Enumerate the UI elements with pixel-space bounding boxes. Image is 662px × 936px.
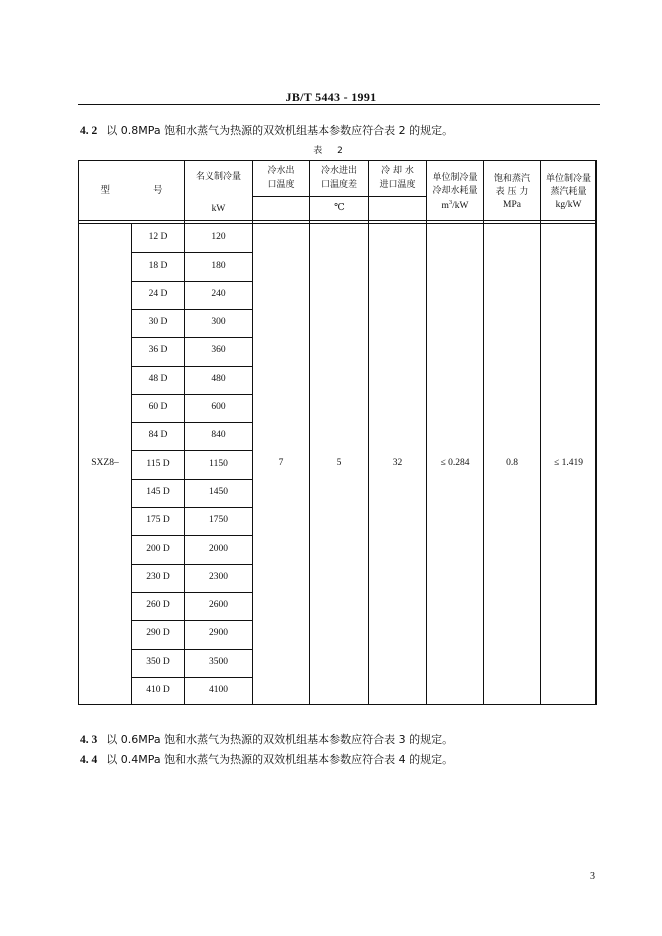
header-unit: kg/kW [555, 199, 582, 210]
page-number: 3 [590, 871, 595, 882]
header-type [79, 161, 184, 220]
clause-number: 4. 3 [80, 734, 98, 746]
header-line: 冷 却 水 [381, 166, 414, 177]
table-row-capacity: 2900 [209, 628, 228, 639]
clause-text: 以 0.6MPa 饱和水蒸气为热源的双效机组基本参数应符合表 3 的规定。 [106, 733, 454, 746]
value-steam-pressure: 0.8 [506, 458, 518, 469]
table-row-capacity: 480 [211, 373, 226, 384]
table-row-capacity: 2300 [209, 571, 228, 582]
standard-header: JB/T 5443 - 1991 [285, 90, 377, 104]
table-row-capacity: 2000 [209, 543, 228, 554]
clause-number: 4. 4 [80, 754, 98, 766]
table-row-model: 145 D [146, 486, 170, 497]
header-line: 进口温度 [379, 179, 416, 190]
table-title: 表 2 [313, 146, 349, 156]
value-steam-consumption: ≤ 1.419 [554, 458, 583, 469]
header-chilled-temp-diff [310, 161, 368, 196]
table-row-model: 36 D [148, 345, 168, 356]
header-line: 单位制冷量 [432, 172, 478, 183]
clause-text: 以 0.8MPa 饱和水蒸气为热源的双效机组基本参数应符合表 2 的规定。 [106, 124, 454, 137]
table-row-capacity: 4100 [209, 685, 228, 696]
unit-superscript: 3 [448, 198, 453, 206]
table-row-model: 24 D [148, 288, 168, 299]
table-row-model: 48 D [148, 373, 168, 384]
header-cooling-consumption [427, 161, 483, 220]
header-line: 冷却水耗量 [432, 185, 478, 196]
table-row-capacity: 1450 [209, 486, 228, 497]
table-row-model: 84 D [148, 430, 168, 441]
table-row-model: 230 D [146, 571, 170, 582]
table-row-model: 290 D [146, 628, 170, 639]
header-capacity-label: 名义制冷量 [195, 172, 241, 182]
table-row-model: 115 D [146, 458, 170, 469]
header-temp-unit: ℃ [334, 202, 345, 213]
table-row-model: 410 D [146, 685, 170, 696]
clause-number: 4. 2 [80, 125, 98, 137]
table-row-capacity: 360 [211, 345, 226, 356]
header-type-label: 型 号 [100, 184, 183, 196]
header-line: 饱和蒸汽 [493, 173, 530, 184]
table-row-model: 12 D [148, 232, 168, 243]
table-row-capacity: 2600 [209, 600, 228, 611]
table-row-model: 200 D [146, 543, 170, 554]
table-row-capacity: 840 [211, 430, 226, 441]
clause-4-3 [80, 731, 453, 747]
header-unit [442, 198, 469, 214]
table-row-capacity: 300 [211, 317, 226, 328]
table-row-capacity: 240 [211, 288, 226, 299]
unit-base: m [441, 200, 449, 211]
table-row-capacity: 180 [211, 260, 226, 271]
table-row-capacity: 1150 [209, 458, 228, 469]
value-cooling-in-temp: 32 [392, 458, 403, 469]
header-line: 表 压 力 [495, 186, 529, 197]
header-rule [78, 104, 600, 105]
clause-4-4 [80, 751, 453, 767]
table-row-model: 18 D [148, 260, 168, 271]
header-line: 蒸汽耗量 [550, 186, 587, 197]
value-cooling-consumption: ≤ 0.284 [440, 458, 470, 469]
header-line: 口温度差 [320, 179, 357, 190]
series-prefix: SXZ8– [91, 458, 119, 469]
header-capacity [185, 161, 252, 220]
header-cooling-in-temp [369, 161, 426, 196]
table-row-capacity: 1750 [209, 515, 228, 526]
table-row-capacity: 120 [211, 232, 226, 243]
header-steam-consumption [541, 161, 596, 220]
table-row-model: 175 D [146, 515, 170, 526]
header-steam-pressure [484, 161, 540, 220]
unit-tail: /kW [452, 200, 469, 211]
table-row-model: 60 D [148, 402, 168, 413]
header-unit: MPa [503, 199, 521, 210]
table-row-capacity: 3500 [209, 656, 228, 667]
table-row-model: 260 D [146, 600, 170, 611]
table-row-model: 350 D [146, 656, 170, 667]
table-row-capacity: 600 [211, 402, 226, 413]
header-capacity-unit: kW [211, 204, 226, 215]
parameter-table [78, 160, 597, 705]
header-line: 冷水出 [267, 166, 295, 177]
header-chilled-out-temp [253, 161, 309, 196]
value-chilled-temp-diff: 5 [336, 458, 342, 469]
table-row-model: 30 D [148, 317, 168, 328]
grid-line [79, 220, 596, 221]
clause-4-2 [80, 122, 453, 138]
clause-text: 以 0.4MPa 饱和水蒸气为热源的双效机组基本参数应符合表 4 的规定。 [106, 753, 454, 766]
header-line: 口温度 [267, 179, 295, 190]
value-chilled-out-temp: 7 [278, 458, 284, 469]
header-line: 单位制冷量 [545, 173, 591, 184]
header-line: 冷水进出 [320, 166, 357, 177]
